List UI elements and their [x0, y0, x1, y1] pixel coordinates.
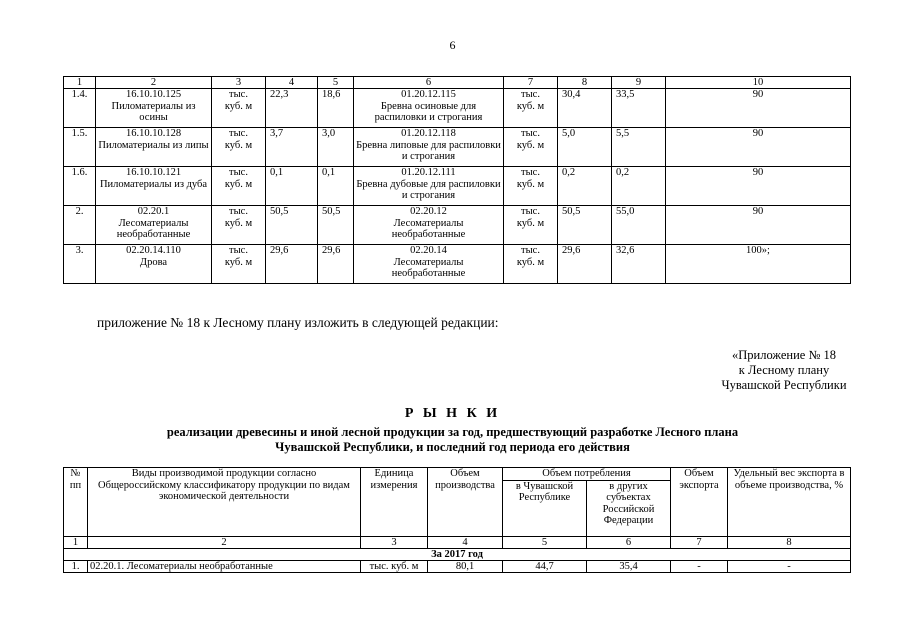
header-cell: 2 — [96, 77, 212, 89]
header-unit: Единица измерения — [361, 468, 428, 537]
value-cell: 100»; — [666, 245, 851, 284]
column-number: 7 — [671, 537, 728, 549]
unit-cell — [212, 167, 266, 206]
product-cell — [96, 245, 212, 284]
unit-line: куб. м — [224, 178, 253, 190]
product-code: 02.20.1 — [137, 206, 170, 217]
unit-line: тыс. — [521, 167, 540, 178]
table-header-row — [64, 77, 851, 89]
table-header-row — [64, 468, 851, 481]
value-cell: 0,1 — [266, 167, 318, 206]
unit-line: тыс. — [229, 245, 248, 256]
raw-name: Лесоматериалы необработанные — [391, 256, 466, 279]
product-code: 16.10.10.125 — [125, 89, 182, 100]
table-row — [64, 89, 851, 128]
continued-table — [63, 76, 851, 284]
unit-line: тыс. — [229, 167, 248, 178]
value-cell: 90 — [666, 89, 851, 128]
raw-material-cell — [354, 206, 504, 245]
value-cell: 29,6 — [266, 245, 318, 284]
product-code: 16.10.10.121 — [125, 167, 182, 178]
header-production: Объем производства — [428, 468, 503, 537]
product-code: 16.10.10.128 — [125, 128, 182, 139]
unit-line: тыс. — [521, 206, 540, 217]
product-cell — [96, 206, 212, 245]
unit-line: куб. м — [224, 100, 253, 112]
appendix-line: к Лесному плану — [738, 363, 830, 377]
value-cell: 29,6 — [558, 245, 612, 284]
column-number: 4 — [428, 537, 503, 549]
value-cell: 90 — [666, 128, 851, 167]
table-row — [64, 167, 851, 206]
appendix-line: «Приложение № 18 — [731, 348, 837, 362]
value-cell: 0,2 — [612, 167, 666, 206]
product-name: Пиломатериалы из липы — [98, 139, 209, 151]
value-cell: 30,4 — [558, 89, 612, 128]
value-cell: 18,6 — [318, 89, 354, 128]
row-number: 1.5. — [64, 128, 96, 167]
year-row — [64, 549, 851, 561]
column-number: 5 — [503, 537, 587, 549]
column-number: 8 — [728, 537, 851, 549]
unit-cell — [504, 167, 558, 206]
raw-code: 01.20.12.115 — [401, 89, 456, 100]
header-number: № пп — [64, 468, 88, 537]
raw-code: 02.20.12 — [410, 206, 447, 217]
unit-line: куб. м — [516, 217, 545, 229]
unit-line: тыс. — [521, 128, 540, 139]
value-cell: 0,2 — [558, 167, 612, 206]
header-consumption: Объем потребления — [503, 468, 671, 481]
raw-code: 01.20.12.111 — [401, 167, 456, 178]
value-cell: 50,5 — [266, 206, 318, 245]
table-row — [64, 245, 851, 284]
raw-code: 01.20.12.118 — [401, 128, 456, 139]
value-cell: 22,3 — [266, 89, 318, 128]
value-cell: 32,6 — [612, 245, 666, 284]
product-cell — [96, 89, 212, 128]
unit-line: куб. м — [516, 100, 545, 112]
unit-cell — [212, 245, 266, 284]
table-row — [64, 561, 851, 573]
unit-cell — [504, 89, 558, 128]
header-cell: 7 — [504, 77, 558, 89]
row-number: 1.6. — [64, 167, 96, 206]
row-number: 1. — [64, 561, 88, 573]
value-cell: 33,5 — [612, 89, 666, 128]
value-cell: 90 — [666, 167, 851, 206]
value-cell: 5,0 — [558, 128, 612, 167]
unit-line: тыс. — [229, 128, 248, 139]
value-cell: 3,0 — [318, 128, 354, 167]
amendment-paragraph: приложение № 18 к Лесному плану изложить в следующей редакции: — [97, 315, 499, 330]
column-number: 3 — [361, 537, 428, 549]
value-cell: 3,7 — [266, 128, 318, 167]
header-cell: 6 — [354, 77, 504, 89]
export-value: - — [671, 561, 728, 573]
unit-cell — [504, 128, 558, 167]
table-row — [64, 128, 851, 167]
raw-material-cell — [354, 128, 504, 167]
appendix-line: Чувашской Республики — [721, 378, 847, 392]
unit-cell — [504, 206, 558, 245]
raw-code: 02.20.14 — [410, 245, 447, 256]
page-number: 6 — [449, 38, 456, 52]
value-cell: 5,5 — [612, 128, 666, 167]
unit-line: куб. м — [224, 256, 253, 268]
unit-line: куб. м — [224, 139, 253, 151]
value-cell: 50,5 — [558, 206, 612, 245]
raw-material-cell — [354, 89, 504, 128]
header-cell: 4 — [266, 77, 318, 89]
row-number: 2. — [64, 206, 96, 245]
product-cell — [96, 167, 212, 206]
header-consumption-other: в других субъектах Российской Федерации — [587, 480, 671, 536]
raw-name: Бревна осиновые для распиловки и строгания — [374, 100, 483, 123]
unit-line: тыс. — [521, 245, 540, 256]
row-number: 3. — [64, 245, 96, 284]
unit-cell — [212, 89, 266, 128]
value-cell: 55,0 — [612, 206, 666, 245]
value-cell: 50,5 — [318, 206, 354, 245]
value-cell: 0,1 — [318, 167, 354, 206]
unit-line: тыс. — [229, 89, 248, 100]
unit-cell — [212, 128, 266, 167]
subtitle-line: реализации древесины и иной лесной продукции за год, предшествующий разработке Лесного плана — [166, 425, 739, 439]
consumption-other-value: 35,4 — [587, 561, 671, 573]
product-name: Дрова — [139, 256, 168, 268]
product-code: 02.20.14.110 — [126, 245, 181, 256]
header-cell: 9 — [612, 77, 666, 89]
document-subtitle — [100, 425, 805, 455]
unit-cell — [504, 245, 558, 284]
product-name: Пиломатериалы из дуба — [99, 178, 208, 190]
unit-line: куб. м — [224, 217, 253, 229]
header-cell: 3 — [212, 77, 266, 89]
unit-line: куб. м — [516, 256, 545, 268]
value-cell: 29,6 — [318, 245, 354, 284]
value-cell: 90 — [666, 206, 851, 245]
raw-name: Бревна липовые для распиловки и строгания — [356, 139, 501, 162]
product-cell — [96, 128, 212, 167]
column-number: 6 — [587, 537, 671, 549]
appendix-reference — [640, 348, 900, 393]
share-value: - — [728, 561, 851, 573]
unit-cell — [212, 206, 266, 245]
column-number: 2 — [88, 537, 361, 549]
markets-table — [63, 467, 851, 573]
header-consumption-chr: в Чувашской Республике — [503, 480, 587, 536]
column-number: 1 — [64, 537, 88, 549]
unit-line: тыс. — [521, 89, 540, 100]
header-export: Объем экспорта — [671, 468, 728, 537]
document-title: Р Ы Н К И — [404, 406, 501, 421]
table-row — [64, 206, 851, 245]
unit-line: тыс. — [229, 206, 248, 217]
product-name: Пиломатериалы из осины — [111, 100, 196, 123]
unit-line: куб. м — [516, 139, 545, 151]
header-kinds: Виды производимой продукции согласно Общероссийскому классификатору продукции по видам экономической деятельности — [88, 468, 361, 537]
header-cell: 8 — [558, 77, 612, 89]
unit-line: куб. м — [516, 178, 545, 190]
column-numbers-row — [64, 537, 851, 549]
subtitle-line: Чувашской Республики, и последний год периода его действия — [275, 440, 630, 454]
production-value: 80,1 — [428, 561, 503, 573]
product-name: Лесоматериалы необработанные — [116, 217, 191, 240]
raw-name: Бревна дубовые для распиловки и строгания — [356, 178, 501, 201]
header-cell: 10 — [666, 77, 851, 89]
header-cell: 1 — [64, 77, 96, 89]
raw-material-cell — [354, 245, 504, 284]
header-share: Удельный вес экспорта в объеме производства, % — [728, 468, 851, 537]
row-number: 1.4. — [64, 89, 96, 128]
year-label: За 2017 год — [64, 549, 851, 561]
raw-material-cell — [354, 167, 504, 206]
product-name: 02.20.1. Лесоматериалы необработанные — [88, 561, 361, 573]
header-cell: 5 — [318, 77, 354, 89]
consumption-chr-value: 44,7 — [503, 561, 587, 573]
unit-cell: тыс. куб. м — [361, 561, 428, 573]
raw-name: Лесоматериалы необработанные — [391, 217, 466, 240]
